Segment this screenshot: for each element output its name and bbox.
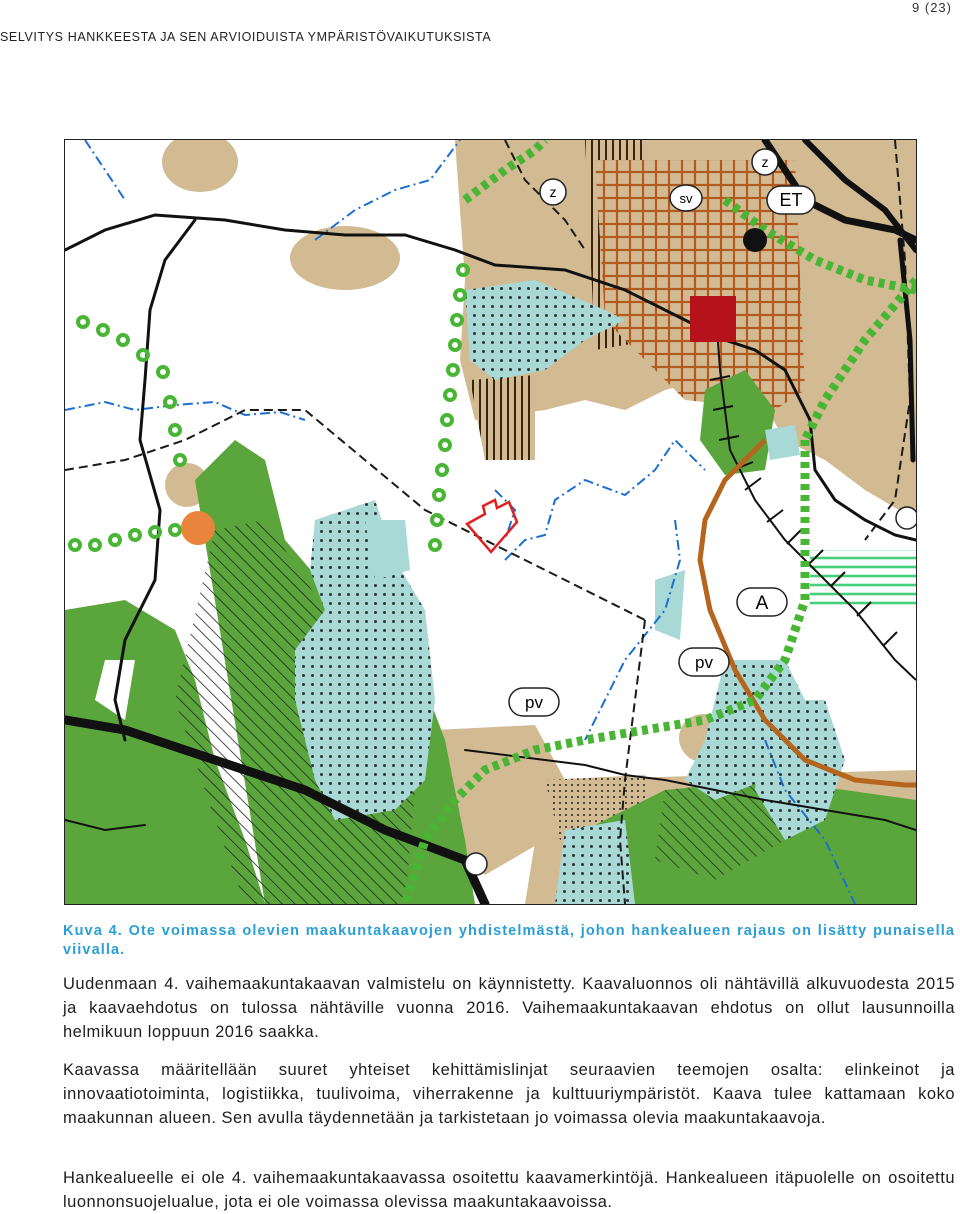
map-label-pv	[509, 688, 559, 716]
service-point-icon	[181, 511, 215, 545]
svg-text:A: A	[755, 593, 769, 614]
svg-text:z: z	[761, 154, 769, 170]
body-paragraph: Uudenmaan 4. vaihemaakuntakaavan valmistelu on käynnistetty. Kaavaluonnos oli nähtävillä alkuvuodesta 2015 ja kaavaehdotus on tulossa nähtäville vuonna 2016. Vaihemaakuntakaavan ehdotus on ollut lausunnoilla helmikuun loppuun 2016 saakka.	[63, 975, 955, 1041]
svg-text:pv: pv	[525, 693, 543, 712]
map-label-pv	[679, 648, 729, 676]
svg-text:z: z	[549, 184, 557, 200]
map-label-sv	[670, 185, 702, 211]
figure-caption: Kuva 4. Ote voimassa olevien maakuntakaavojen yhdistelmästä, johon hankealueen rajaus on lisätty punaisella viivalla.	[63, 923, 955, 958]
road-node	[465, 853, 487, 875]
map-label-z	[540, 179, 566, 205]
page-number: 9 (23)	[912, 0, 952, 15]
running-header: SELVITYS HANKKEESTA JA SEN ARVIOIDUISTA YMPÄRISTÖVAIKUTUKSISTA	[0, 30, 492, 44]
road-node	[896, 507, 916, 529]
body-paragraph: Kaavassa määritellään suuret yhteiset kehittämislinjat seuraavien teemojen osalta: elinkeinot ja innovaatiotoiminta, logistiikka, tuulivoima, viherrakenne ja kulttuuriympäristöt. Kaava tulee kattamaan koko maakunnan alueen. Sen avulla täydennetään ja tarkistetaan jo voimassa olevia maakuntakaavoja.	[63, 1061, 955, 1127]
point-marker-icon	[743, 228, 767, 252]
map-label-et	[767, 186, 815, 214]
svg-text:pv: pv	[695, 653, 713, 672]
center-marker	[690, 296, 736, 342]
map-label-a	[737, 588, 787, 616]
svg-text:sv: sv	[679, 191, 693, 206]
svg-text:ET: ET	[779, 190, 803, 210]
map-figure	[64, 139, 917, 905]
map-label-z	[752, 149, 778, 175]
body-paragraph: Hankealueelle ei ole 4. vaihemaakuntakaavassa osoitettu kaavamerkintöjä. Hankealueen itäpuolelle on osoitettu luonnonsuojelualue, jota ei ole voimassa olevissa maakuntakaavoissa.	[63, 1169, 955, 1211]
